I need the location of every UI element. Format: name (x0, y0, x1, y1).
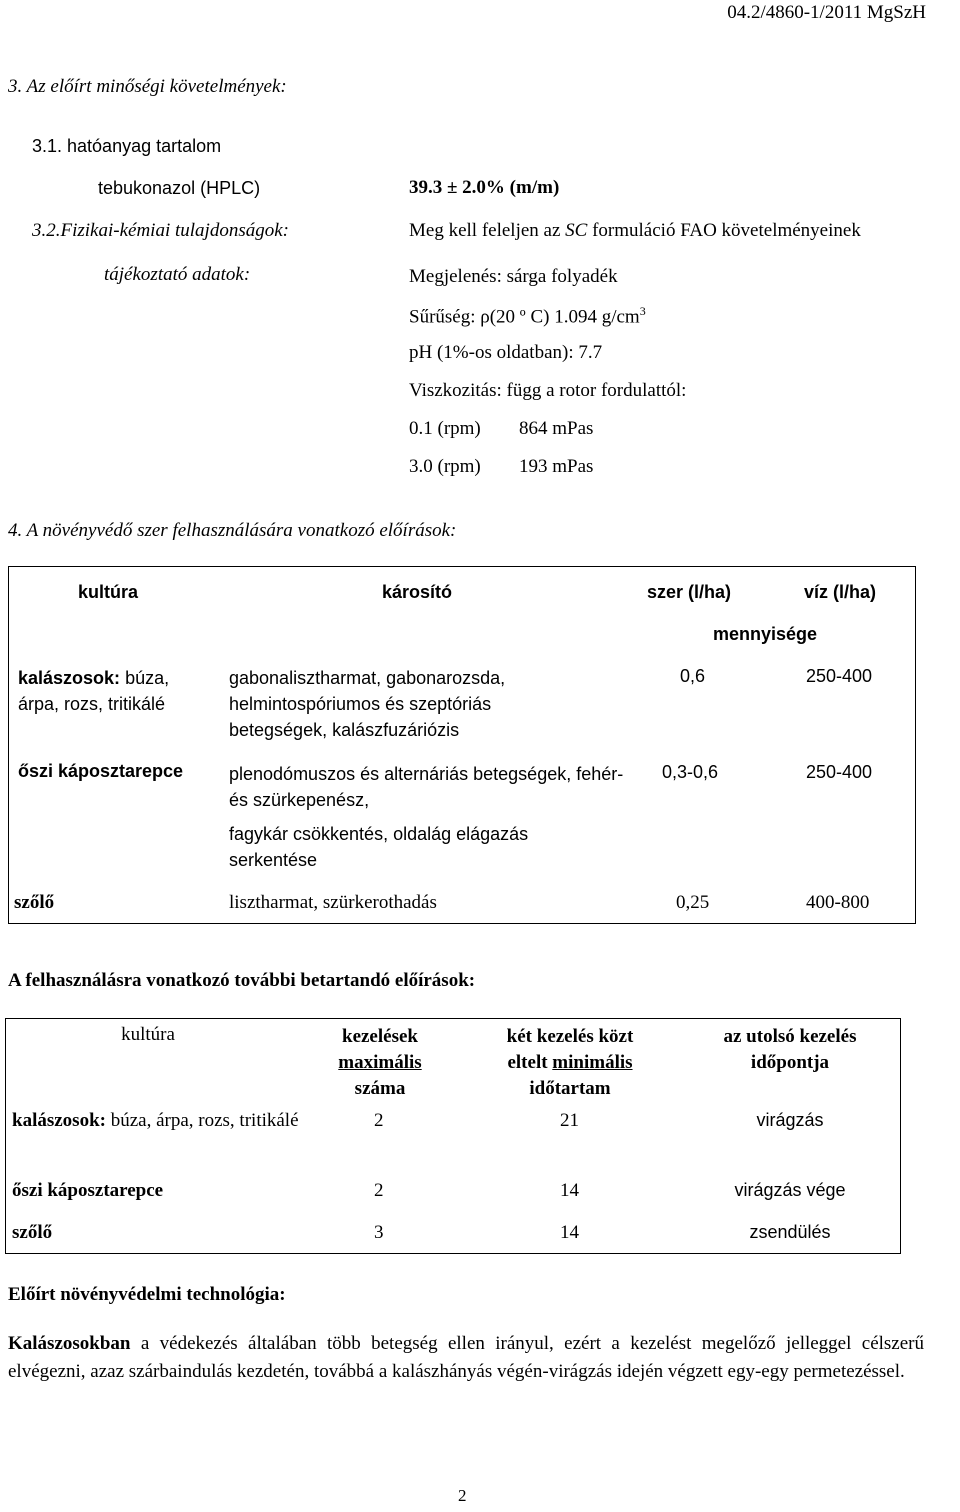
viscosity-value: 864 mPas (519, 418, 594, 439)
table-row-crop (18, 665, 208, 717)
further-header-crop: kultúra (121, 1024, 175, 1045)
header-crop: kultúra (78, 582, 139, 602)
further-header-interval (460, 1024, 680, 1102)
table-row-dose: 0,25 (676, 892, 710, 913)
crop-rest: búza, árpa, rozs, tritikálé (18, 668, 170, 714)
header-max-line1: kezelések (342, 1026, 418, 1047)
density (409, 304, 646, 328)
header-last-line2: időpontja (750, 1052, 830, 1073)
section-4-title: 4. A növényvédő szer felhasználására vonatkozó előírások: (8, 520, 457, 541)
subsection-3-1: 3.1. hatóanyag tartalom (32, 136, 222, 156)
table-row-water: 400-800 (806, 892, 870, 913)
table-row-dose: 0,6 (680, 666, 706, 686)
ingredient-label: tebukonazol (HPLC) (98, 178, 261, 198)
density-sup: 3 (639, 304, 646, 318)
fao-requirement-sc: SC (565, 220, 588, 241)
header-interval-line2a: eltelt (507, 1052, 553, 1073)
info-label: tájékoztató adatok: (104, 264, 251, 285)
header-interval-line2b: minimális (552, 1052, 633, 1073)
viscosity: Viszkozitás: függ a rotor fordulattól: (409, 380, 687, 401)
technology-paragraph-text: a védekezés általában több betegség ellen irányul, ezért a kezelést megelőző jelleggel célszerű elvégezni, azaz szárbaindulás kezdetén, továbbá a kalászhányás végén-virágzás idején végzett egy-egy permetezéssel. (8, 1333, 924, 1382)
header-max-line2: maximális (338, 1052, 422, 1073)
table-row-water: 250-400 (806, 762, 873, 782)
viscosity-speed: 0.1 (rpm) (409, 418, 481, 439)
technology-paragraph (8, 1330, 924, 1386)
header-pest: károsító (382, 582, 453, 602)
table-row-pest: lisztharmat, szürkerothadás (229, 892, 437, 913)
further-row-interval: 14 (560, 1180, 579, 1201)
table-row-crop: őszi káposztarepce (18, 761, 184, 781)
further-row-crop (12, 1108, 302, 1134)
further-row-max: 2 (374, 1110, 384, 1131)
table-row-pest-extra: fagykár csökkentés, oldalág elágazás serkentése (229, 824, 529, 870)
header-dose: szer (l/ha) (647, 582, 732, 602)
further-row-last: zsendülés (749, 1222, 831, 1242)
document-id: 04.2/4860-1/2011 MgSzH (727, 2, 926, 23)
header-water: víz (l/ha) (804, 582, 877, 602)
table-row-water: 250-400 (806, 666, 873, 686)
technology-title: Előírt növényvédelmi technológia: (8, 1284, 286, 1305)
further-row-last: virágzás vége (734, 1180, 846, 1200)
further-header-max (300, 1024, 460, 1102)
further-header-last (690, 1024, 890, 1076)
density-text: Sűrűség: ρ(20 º C) 1.094 g/cm (409, 306, 640, 328)
technology-paragraph-bold: Kalászosokban (8, 1333, 131, 1354)
further-row-crop: őszi káposztarepce (12, 1180, 164, 1201)
section-3-title: 3. Az előírt minőségi követelmények: (8, 76, 287, 97)
page-number: 2 (458, 1486, 467, 1505)
crop-rest: búza, árpa, rozs, tritikálé (105, 1110, 299, 1131)
fao-requirement (409, 220, 861, 242)
header-interval-line2 (460, 1050, 680, 1076)
table-row-pest: plenodómuszos és alternáriás betegségek, fehér- és szürkepenész, (229, 764, 624, 810)
further-row-interval: 21 (560, 1110, 579, 1131)
appearance: Megjelenés: sárga folyadék (409, 266, 618, 287)
subsection-3-2: 3.2.Fizikai-kémiai tulajdonságok: (32, 220, 289, 241)
viscosity-speed: 3.0 (rpm) (409, 456, 481, 477)
table-row-crop: szőlő (14, 892, 55, 913)
fao-requirement-pre: Meg kell feleljen az (409, 220, 566, 241)
header-interval-line1: két kezelés közt (506, 1026, 634, 1047)
further-row-max: 3 (374, 1222, 384, 1243)
crop-bold: kalászosok: (12, 1110, 106, 1131)
ingredient-value: 39.3 ± 2.0% (m/m) (409, 177, 560, 198)
ph-value: pH (1%-os oldatban): 7.7 (409, 342, 603, 363)
further-rules-title: A felhasználásra vonatkozó további betartandó előírások: (8, 970, 476, 991)
header-interval-line3: időtartam (529, 1078, 611, 1099)
further-row-interval: 14 (560, 1222, 579, 1243)
fao-requirement-post: formuláció FAO követelményeinek (587, 220, 861, 241)
viscosity-value: 193 mPas (519, 456, 594, 477)
table-row-pest: gabonalisztharmat, gabonarozsda, helmintospóriumos és szeptóriás betegségek, kalászfuzáriózis (229, 668, 506, 740)
header-last-line1: az utolsó kezelés (723, 1026, 857, 1047)
further-row-crop: szőlő (12, 1222, 53, 1243)
table-row-dose: 0,3-0,6 (662, 762, 719, 782)
crop-bold: kalászosok: (18, 668, 121, 688)
header-amount: mennyisége (713, 624, 818, 644)
header-max-line3: száma (354, 1078, 406, 1099)
further-row-last: virágzás (756, 1110, 824, 1130)
further-row-max: 2 (374, 1180, 384, 1201)
